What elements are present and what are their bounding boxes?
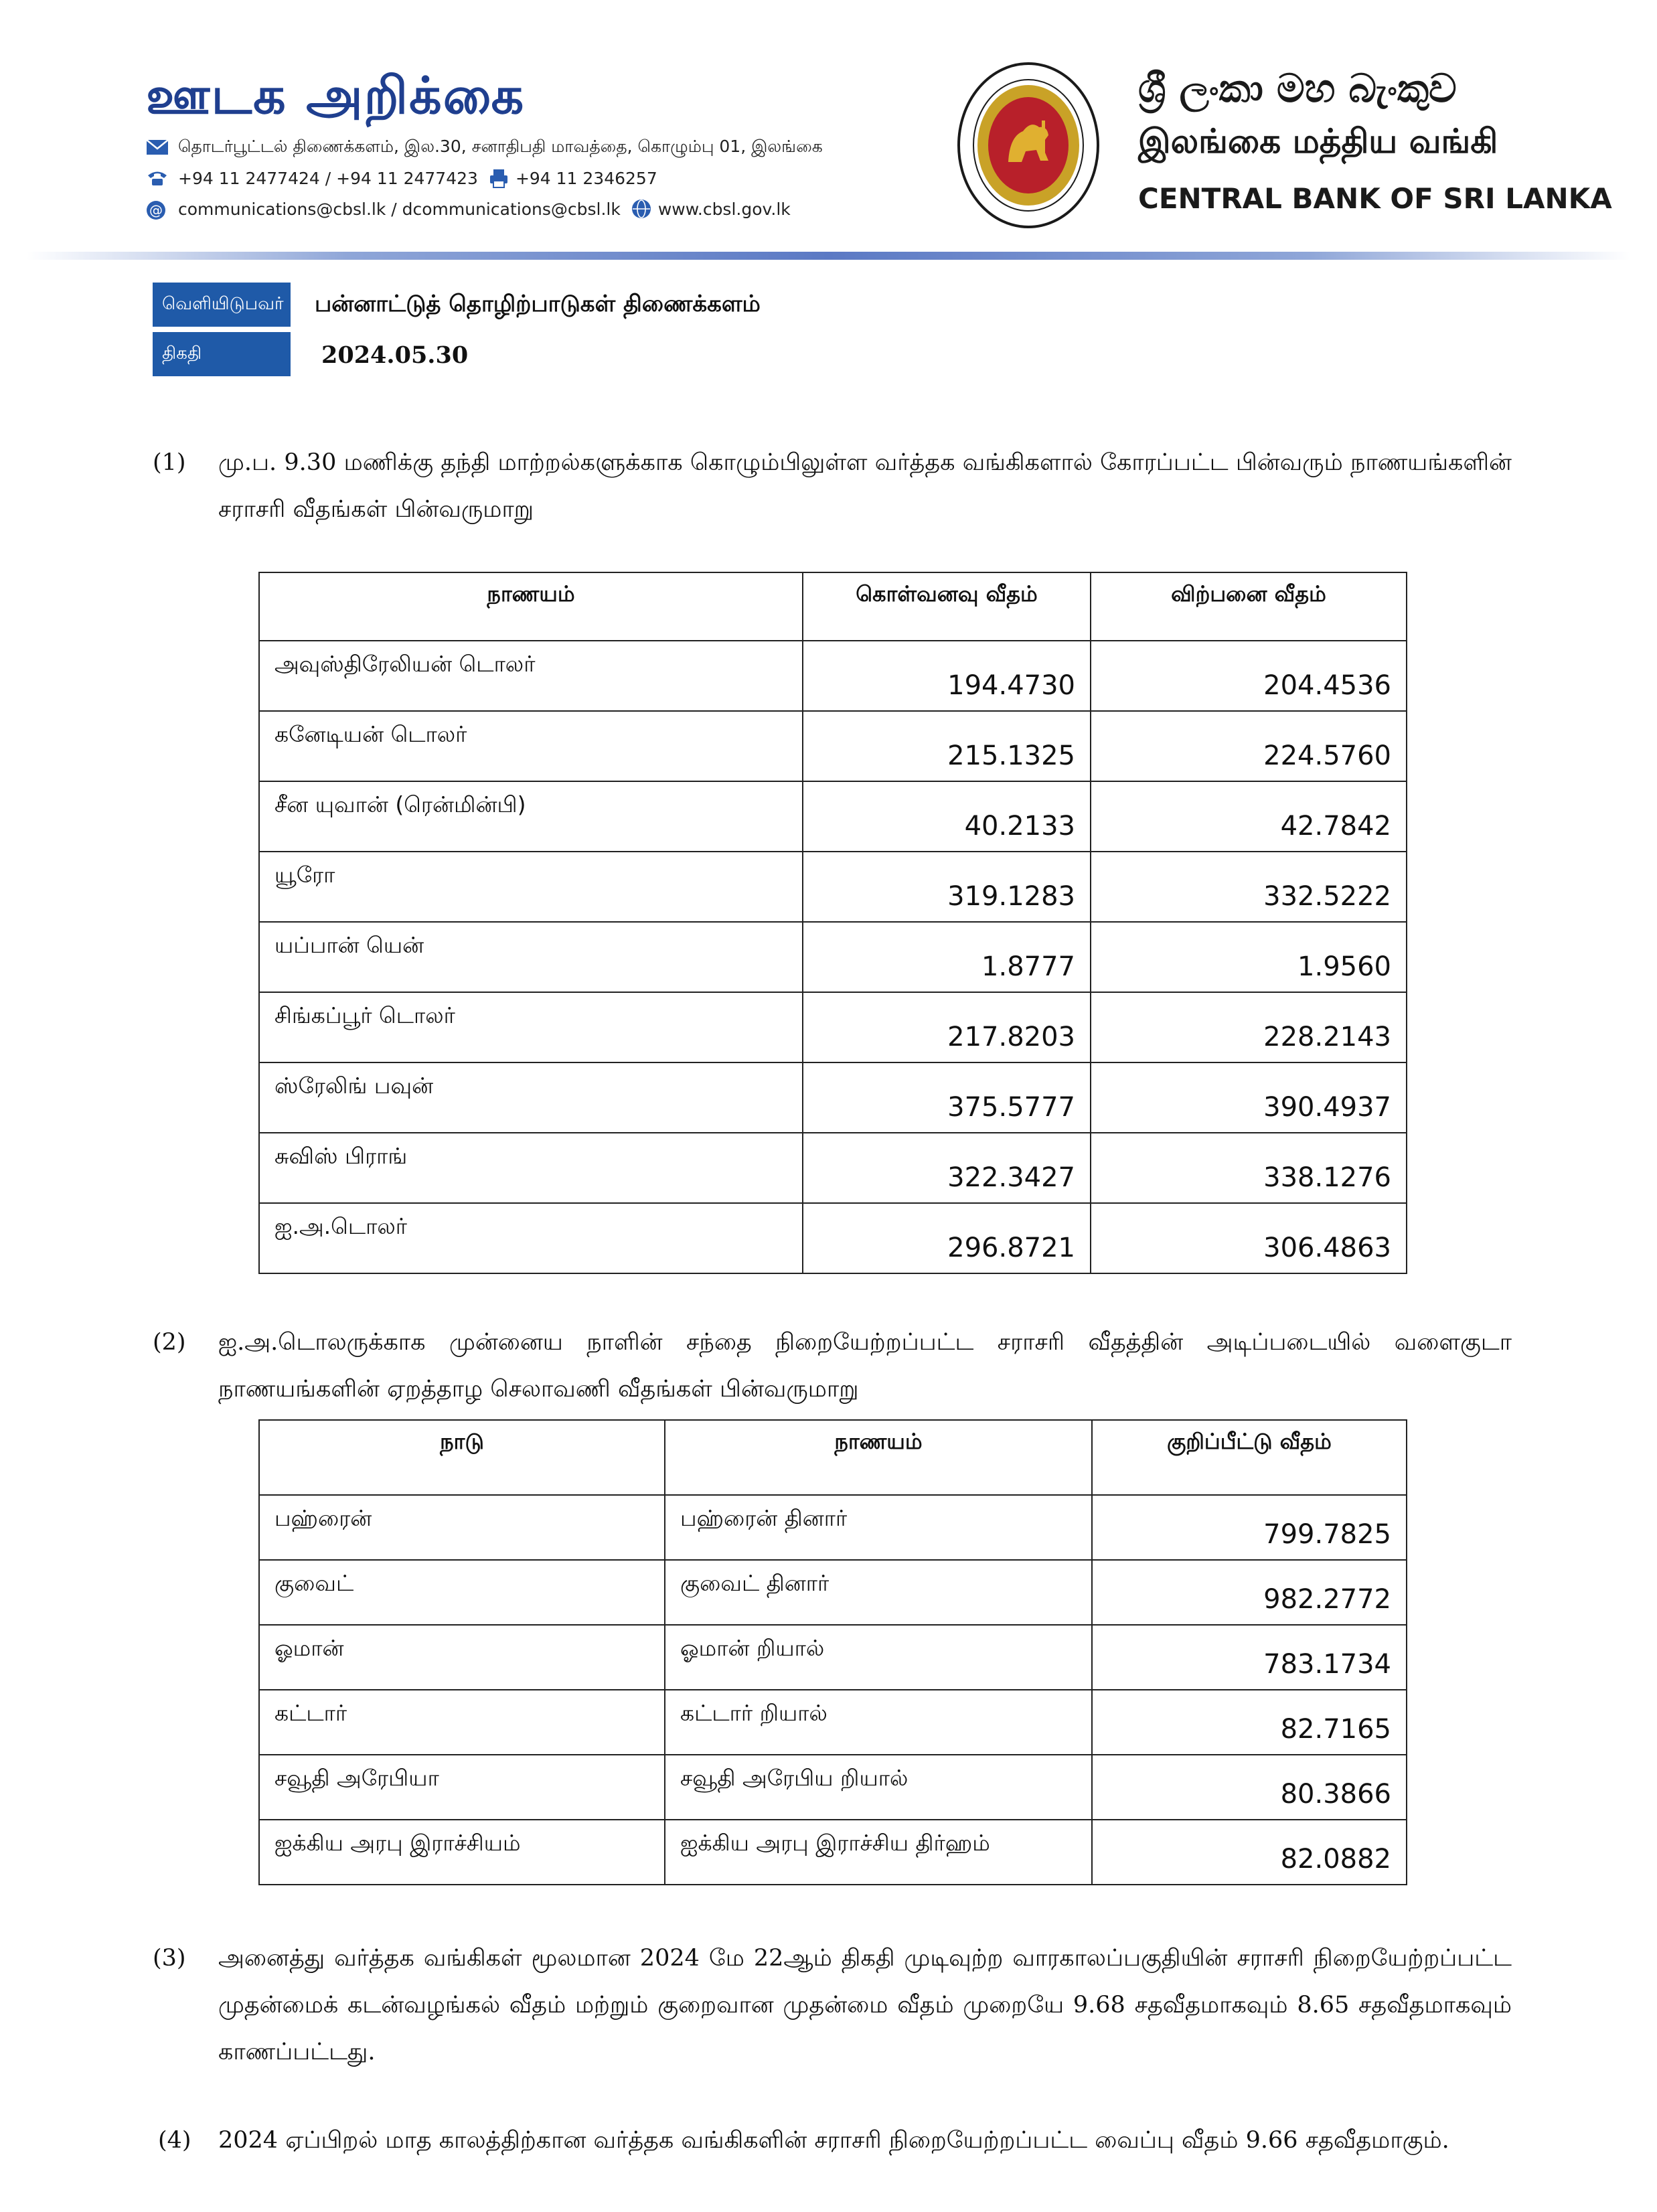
column-header-currency: நாணயம்	[259, 572, 803, 641]
table-row	[259, 1820, 1407, 1885]
selling-rate: 338.1276	[1091, 1133, 1407, 1203]
media-release-title: ஊடக அறிக்கை	[146, 66, 526, 125]
section-4-number: (4)	[158, 2127, 191, 2154]
selling-rate: 228.2143	[1091, 992, 1407, 1062]
date-label: திகதி	[153, 332, 291, 376]
table-row	[259, 1203, 1407, 1273]
svg-text:@: @	[149, 202, 163, 218]
currency-name: அவுஸ்திரேலியன் டொலர்	[259, 641, 803, 711]
country-name: பஹ்ரைன்	[259, 1495, 665, 1560]
release-date: 2024.05.30	[321, 341, 469, 369]
currency-name: கனேடியன் டொலர்	[259, 711, 803, 781]
buying-rate: 296.8721	[803, 1203, 1091, 1273]
buying-rate: 1.8777	[803, 922, 1091, 992]
table-row	[259, 1495, 1407, 1560]
table-row	[259, 1755, 1407, 1820]
section-4-paragraph	[153, 2117, 1512, 2211]
table-header-row	[259, 1420, 1407, 1495]
section-1-paragraph	[153, 439, 1512, 533]
currency-name: யூரோ	[259, 852, 803, 922]
buying-rate: 217.8203	[803, 992, 1091, 1062]
currency-name: ஐக்கிய அரபு இராச்சிய திர்ஹம்	[665, 1820, 1092, 1885]
table-row	[259, 1560, 1407, 1625]
indicative-rate: 82.7165	[1092, 1690, 1407, 1755]
selling-rate: 332.5222	[1091, 852, 1407, 922]
phone-numbers: +94 11 2477424 / +94 11 2477423	[178, 168, 478, 188]
country-name: ஐக்கிய அரபு இராச்சியம்	[259, 1820, 665, 1885]
section-4-text: 2024 ஏப்பிறல் மாத காலத்திற்கான வர்த்தக வங்கிகளின் சராசரி நிறையேற்றப்பட்ட வைப்பு வீதம் 9.66 சதவீதமாகும்.	[218, 2127, 1449, 2154]
address-line	[146, 134, 823, 161]
exchange-rates-table	[258, 572, 1407, 1274]
telephone-icon	[146, 169, 169, 187]
column-header-currency: நாணயம்	[665, 1420, 1092, 1495]
bank-name-english: CENTRAL BANK OF SRI LANKA	[1138, 182, 1612, 215]
email-addresses[interactable]: communications@cbsl.lk / dcommunications@cbsl.lk	[178, 199, 621, 219]
table-row	[259, 922, 1407, 992]
section-2-text: ஐ.அ.டொலருக்காக முன்னைய நாளின் சந்தை நிறையேற்றப்பட்ட சராசரி வீதத்தின் அடிப்படையில் வளைகுடா நாணயங்களின் ஏறத்தாழ செலாவணி வீதங்கள் பின்வருமாறு	[218, 1329, 1512, 1403]
currency-name: கட்டார் றியால்	[665, 1690, 1092, 1755]
country-name: கட்டார்	[259, 1690, 665, 1755]
currency-name: ஸ்ரேலிங் பவுன்	[259, 1062, 803, 1133]
indicative-rate: 783.1734	[1092, 1625, 1407, 1690]
column-header-selling-rate: விற்பனை வீதம்	[1091, 572, 1407, 641]
table-header-row	[259, 572, 1407, 641]
indicative-rate: 799.7825	[1092, 1495, 1407, 1560]
gulf-currency-rates-table	[258, 1419, 1407, 1885]
address-text: தொடர்பூட்டல் திணைக்களம், இல.30, சனாதிபதி மாவத்தை, கொழும்பு 01, இலங்கை	[178, 136, 823, 156]
table-row	[259, 781, 1407, 852]
currency-name: ஐ.அ.டொலர்	[259, 1203, 803, 1273]
indicative-rate: 82.0882	[1092, 1820, 1407, 1885]
buying-rate: 194.4730	[803, 641, 1091, 711]
issuer-value: பன்னாட்டுத் தொழிற்பாடுகள் திணைக்களம்	[315, 291, 761, 317]
at-sign-icon	[146, 200, 169, 218]
fax-number: +94 11 2346257	[515, 168, 657, 188]
section-2-paragraph	[153, 1319, 1512, 1413]
table-row	[259, 992, 1407, 1062]
section-3-paragraph	[153, 1935, 1512, 2075]
table-row	[259, 852, 1407, 922]
buying-rate: 319.1283	[803, 852, 1091, 922]
currency-name: குவைட் தினார்	[665, 1560, 1092, 1625]
country-name: சவூதி அரேபியா	[259, 1755, 665, 1820]
envelope-icon	[146, 139, 169, 156]
buying-rate: 375.5777	[803, 1062, 1091, 1133]
selling-rate: 306.4863	[1091, 1203, 1407, 1273]
phone-line	[146, 165, 657, 191]
table-row	[259, 1625, 1407, 1690]
country-name: குவைட்	[259, 1560, 665, 1625]
section-3-text: அனைத்து வர்த்தக வங்கிகள் மூலமான 2024 மே 22ஆம் திகதி முடிவுற்ற வாரகாலப்பகுதியின் சராசரி நிறையேற்றப்பட்ட முதன்மைக் கடன்வழங்கல் வீதம் மற்றும் குறைவான முதன்மை வீதம் முறையே 9.68 சதவீதமாகவும் 8.65 சதவீதமாகவும் காணப்பட்டது.	[218, 1945, 1512, 2065]
selling-rate: 204.4536	[1091, 641, 1407, 711]
fax-icon	[489, 168, 509, 188]
selling-rate: 390.4937	[1091, 1062, 1407, 1133]
currency-name: ஓமான் றியால்	[665, 1625, 1092, 1690]
selling-rate: 224.5760	[1091, 711, 1407, 781]
buying-rate: 322.3427	[803, 1133, 1091, 1203]
bank-name-tamil: இலங்கை மத்திய வங்கி	[1138, 122, 1498, 161]
header-divider	[27, 252, 1630, 260]
column-header-buying-rate: கொள்வனவு வீதம்	[803, 572, 1091, 641]
country-name: ஓமான்	[259, 1625, 665, 1690]
currency-name: சவூதி அரேபிய றியால்	[665, 1755, 1092, 1820]
selling-rate: 1.9560	[1091, 922, 1407, 992]
table-row	[259, 641, 1407, 711]
section-2-number: (2)	[153, 1329, 186, 1356]
table-row	[259, 711, 1407, 781]
currency-name: சிங்கப்பூர் டொலர்	[259, 992, 803, 1062]
central-bank-seal	[956, 62, 1101, 229]
column-header-country: நாடு	[259, 1420, 665, 1495]
globe-icon	[631, 199, 651, 219]
selling-rate: 42.7842	[1091, 781, 1407, 852]
email-line	[146, 195, 791, 222]
buying-rate: 215.1325	[803, 711, 1091, 781]
bank-name-sinhala: ශ්‍රී ලංකා මහ බැංකුව	[1138, 66, 1457, 111]
website-link[interactable]: www.cbsl.gov.lk	[657, 199, 791, 219]
issuer-label: வெளியிடுபவர்	[153, 283, 291, 327]
indicative-rate: 982.2772	[1092, 1560, 1407, 1625]
buying-rate: 40.2133	[803, 781, 1091, 852]
column-header-indicative-rate: குறிப்பீட்டு வீதம்	[1092, 1420, 1407, 1495]
currency-name: சீன யுவான் (ரென்மின்பி)	[259, 781, 803, 852]
currency-name: பஹ்ரைன் தினார்	[665, 1495, 1092, 1560]
currency-name: யப்பான் யென்	[259, 922, 803, 992]
table-row	[259, 1690, 1407, 1755]
currency-name: சுவிஸ் பிராங்	[259, 1133, 803, 1203]
table-row	[259, 1062, 1407, 1133]
section-3-number: (3)	[153, 1945, 186, 1972]
section-1-number: (1)	[153, 449, 186, 476]
indicative-rate: 80.3866	[1092, 1755, 1407, 1820]
table-row	[259, 1133, 1407, 1203]
section-1-text: மு.ப. 9.30 மணிக்கு தந்தி மாற்றல்களுக்காக கொழும்பிலுள்ள வர்த்தக வங்கிகளால் கோரப்பட்ட பின்வரும் நாணயங்களின் சராசரி வீதங்கள் பின்வருமாறு	[218, 449, 1512, 523]
